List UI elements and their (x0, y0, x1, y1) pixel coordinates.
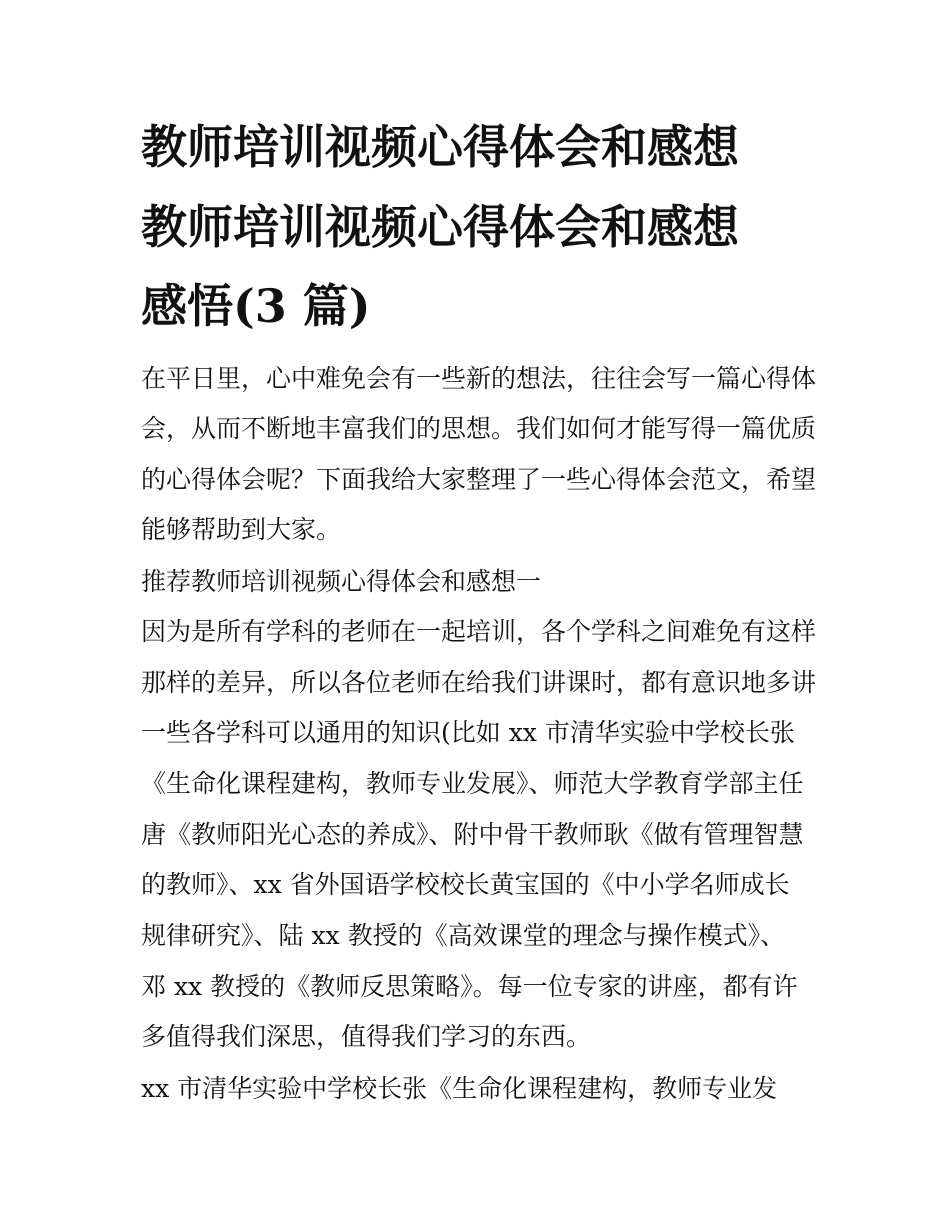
intro-line: 的心得体会呢？下面我给大家整理了一些心得体会范文，希望 (141, 465, 817, 494)
document-title-line-3: 感悟(3 篇) (141, 279, 371, 333)
body-line: 因为是所有学科的老师在一起培训，各个学科之间难免有这样 (141, 617, 817, 646)
body-line: 《生命化课程建构，教师专业发展》、师范大学教育学部主任 (141, 769, 804, 798)
section-heading: 推荐教师培训视频心得体会和感想一 (141, 567, 542, 596)
body-line: 多值得我们深思，值得我们学习的东西。 (141, 1022, 592, 1051)
document-title-line-2: 教师培训视频心得体会和感想 (141, 200, 739, 254)
intro-line: 会，从而不断地丰富我们的思想。我们如何才能写得一篇优质 (141, 414, 817, 443)
body-line: 那样的差异，所以各位老师在给我们讲课时，都有意识地多讲 (141, 668, 817, 697)
body-line: 唐《教师阳光心态的养成》、附中骨干教师耿《做有管理智慧 (141, 820, 804, 849)
body-line: 一些各学科可以通用的知识(比如 xx 市清华实验中学校长张 (141, 718, 795, 747)
body-line: 的教师》、xx 省外国语学校校长黄宝国的《中小学名师成长 (141, 870, 790, 899)
intro-line: 能够帮助到大家。 (141, 515, 342, 544)
body-line: 规律研究》、陆 xx 教授的《高效课堂的理念与操作模式》、 (141, 921, 786, 950)
trailing-line: xx 市清华实验中学校长张《生命化课程建构，教师专业发 (141, 1074, 778, 1103)
document-title-line-1: 教师培训视频心得体会和感想 (141, 120, 739, 174)
intro-line: 在平日里，心中难免会有一些新的想法，往往会写一篇心得体 (141, 364, 817, 393)
body-line: 邓 xx 教授的《教师反思策略》。每一位专家的讲座，都有许 (141, 972, 798, 1001)
